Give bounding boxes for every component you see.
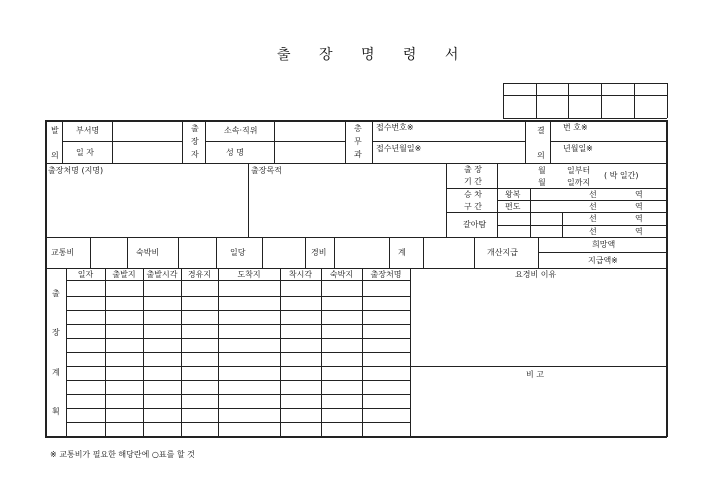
plan-side-label-3: 계	[52, 368, 60, 377]
remarks-label: 비 고	[526, 370, 544, 379]
line-label-3: 선	[589, 214, 597, 223]
col-departure-time: 출발시각	[146, 270, 178, 279]
plan-side-label-4: 획	[52, 407, 60, 416]
issuer-label-bottom: 의	[51, 151, 59, 160]
daily-allowance-label: 일당	[230, 248, 246, 257]
paid-amount-label: 지급액※	[588, 256, 618, 265]
lodging-cost-label: 숙박비	[136, 248, 160, 257]
decision-label-2: 의	[537, 151, 545, 160]
name-label: 성 명	[226, 148, 244, 157]
col-via: 경유지	[187, 270, 212, 279]
nights-label: ( 박 일간)	[604, 171, 639, 180]
col-date: 일자	[77, 270, 94, 279]
receipt-date-label: 접수년월일※	[376, 144, 422, 153]
line-label-4: 선	[589, 227, 597, 236]
col-arrival: 도착지	[237, 270, 261, 279]
ymd-label: 년월일※	[563, 144, 593, 153]
transfer-label: 갈아탐	[463, 220, 487, 229]
line-label-1: 선	[589, 190, 597, 199]
period-label-2: 기 간	[464, 177, 482, 186]
month-label-2: 월	[538, 178, 546, 187]
plan-side-label-1: 출	[52, 289, 60, 298]
station-label-4: 역	[635, 227, 643, 236]
station-label-2: 역	[635, 202, 643, 211]
position-label: 소속·직위	[224, 126, 258, 135]
destination-label: 출장처명 (지명)	[48, 166, 104, 175]
traveler-label-3: 자	[191, 150, 199, 159]
requested-amount-label: 희망액	[592, 240, 616, 249]
expense-label: 경비	[311, 248, 327, 257]
receipt-number-label: 접수번호※	[376, 123, 414, 132]
col-destination: 출장처명	[370, 270, 402, 279]
oneway-label: 편도	[505, 202, 521, 211]
expense-reason-label: 요경비 이유	[515, 270, 557, 279]
section-label-1: 승 차	[464, 190, 482, 199]
col-lodging: 숙박지	[329, 270, 354, 279]
col-arrival-time: 착시각	[288, 270, 313, 279]
transport-cost-label: 교통비	[51, 248, 75, 257]
month-label-1: 월	[538, 166, 546, 175]
roundtrip-label: 왕복	[505, 190, 521, 199]
number-label: 번 호※	[563, 123, 588, 132]
from-label: 일부터	[567, 166, 591, 175]
station-label-1: 역	[635, 190, 643, 199]
dept-label: 부서명	[76, 126, 100, 135]
station-label-3: 역	[635, 214, 643, 223]
line-label-2: 선	[589, 202, 597, 211]
period-label-1: 출 장	[464, 165, 482, 174]
to-label: 일까지	[567, 178, 591, 187]
traveler-label-1: 출	[191, 124, 199, 133]
footnote: ※ 교통비가 필요한 해당란에 ○표를 할 것	[50, 450, 195, 459]
traveler-label-2: 장	[191, 137, 199, 146]
page-title: 출 장 명 령 서	[277, 47, 471, 63]
general-label-1: 총	[354, 124, 362, 133]
plan-side-label-2: 장	[52, 328, 60, 337]
settlement-label: 개산지급	[487, 248, 518, 257]
col-departure: 출발지	[112, 270, 136, 279]
issuer-label-top: 발	[51, 126, 59, 135]
purpose-label: 출장목적	[251, 166, 282, 175]
decision-label-1: 결	[537, 126, 545, 135]
general-label-3: 과	[354, 150, 362, 159]
general-label-2: 무	[354, 137, 362, 146]
section-label-2: 구 간	[464, 202, 482, 211]
date-label: 일 자	[76, 148, 94, 157]
total-label: 계	[398, 248, 406, 257]
